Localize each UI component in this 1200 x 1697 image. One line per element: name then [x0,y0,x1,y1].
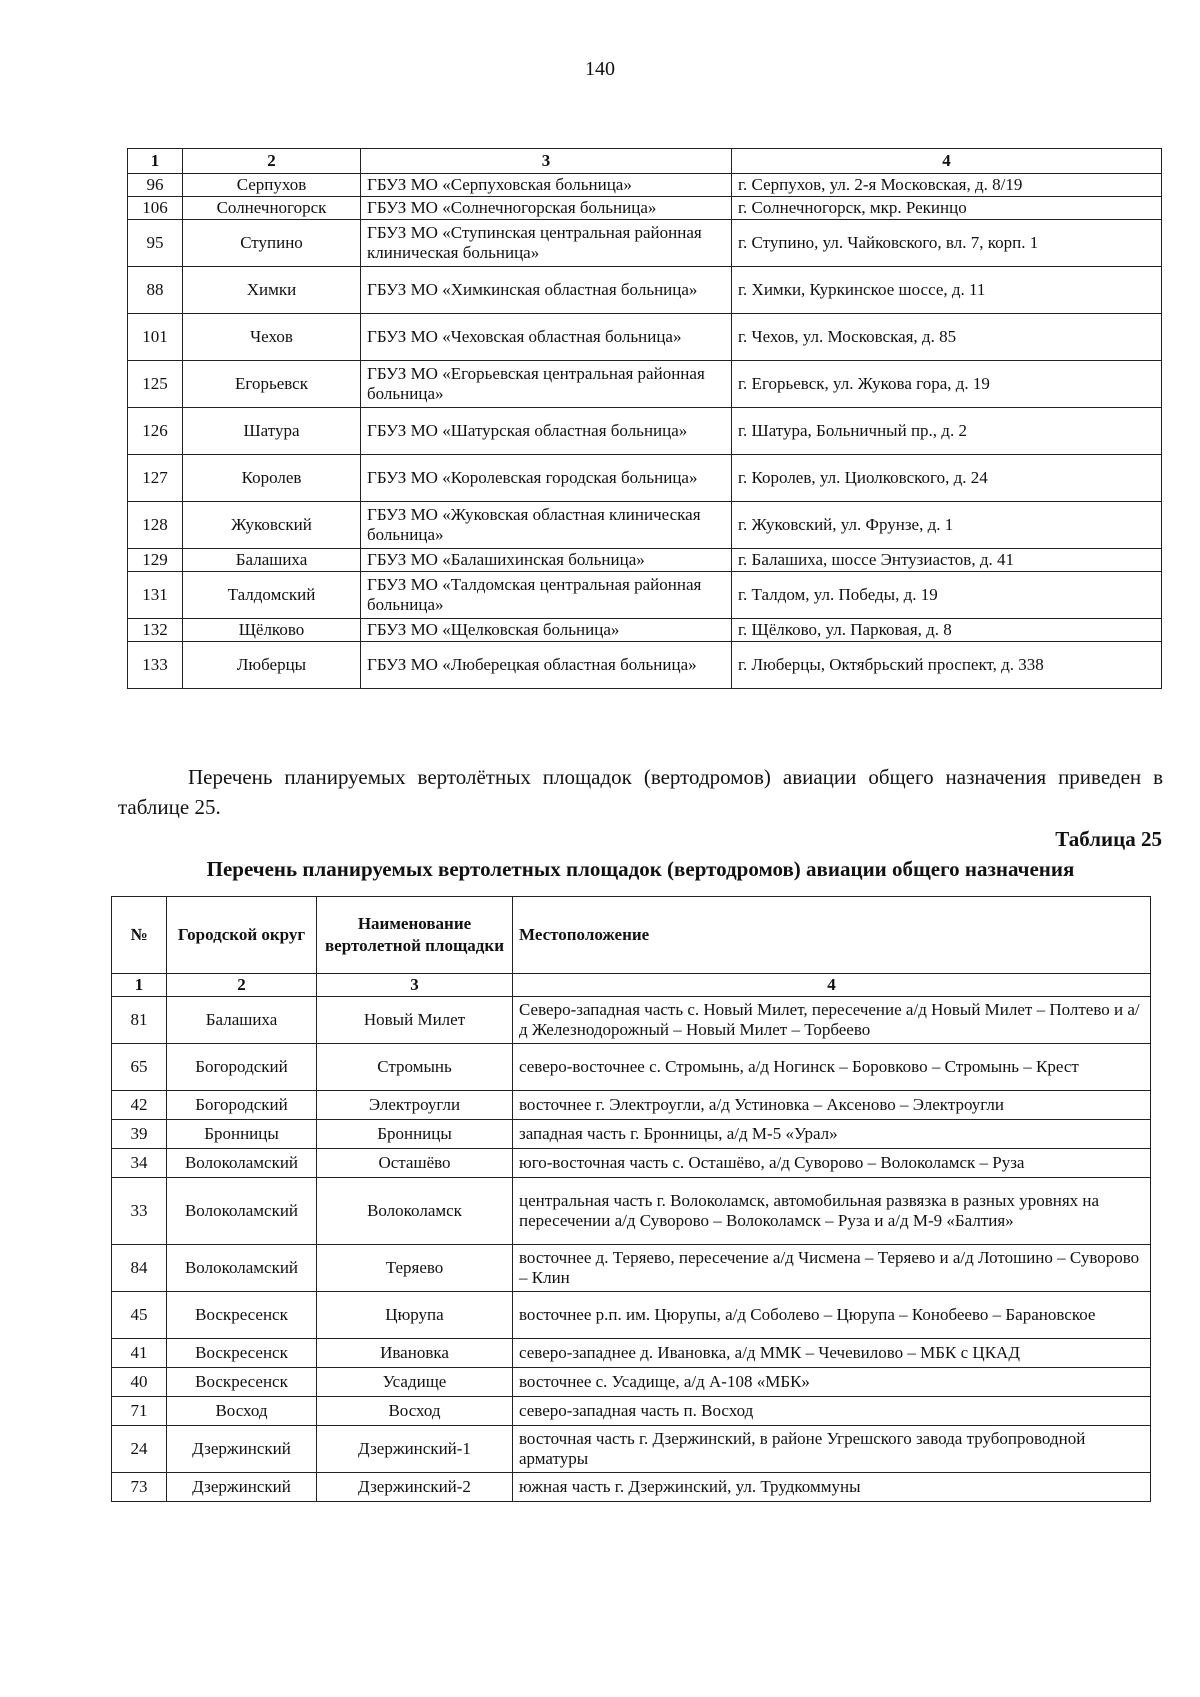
address-cell: г. Шатура, Больничный пр., д. 2 [732,408,1162,455]
city-cell: Чехов [183,314,361,361]
district-cell: Балашиха [167,997,317,1044]
row-number-cell: 39 [112,1120,167,1149]
table-row [112,1245,1151,1292]
row-number-cell: 40 [112,1368,167,1397]
city-cell: Люберцы [183,642,361,689]
city-cell: Химки [183,267,361,314]
helipad-name-cell: Стромынь [317,1044,513,1091]
table-row [112,1120,1151,1149]
hospital-cell: ГБУЗ МО «Егорьевская центральная районная больница» [361,361,732,408]
column-number-cell: 2 [167,974,317,997]
table-label: Таблица 25 [1055,827,1162,851]
helipad-name-cell: Усадище [317,1368,513,1397]
table-row [112,1397,1151,1426]
city-cell: Балашиха [183,549,361,572]
table-row [128,197,1162,220]
table-row [128,220,1162,267]
table-row [128,549,1162,572]
column-number-cell: 4 [513,974,1151,997]
location-cell: восточнее г. Электроугли, а/д Устиновка – Аксеново – Электроугли [513,1091,1151,1120]
row-number-cell: 106 [128,197,183,220]
helipad-name-cell: Дзержинский-2 [317,1473,513,1502]
address-cell: г. Королев, ул. Циолковского, д. 24 [732,455,1162,502]
hospital-cell: ГБУЗ МО «Солнечногорская больница» [361,197,732,220]
table-row [128,408,1162,455]
row-number-cell: 96 [128,174,183,197]
table-row [128,174,1162,197]
hospital-cell: ГБУЗ МО «Щелковская больница» [361,619,732,642]
table-row [112,1426,1151,1473]
hospital-cell: ГБУЗ МО «Химкинская областная больница» [361,267,732,314]
table-row [112,1339,1151,1368]
header-cell: Наименование вертолетной площадки [317,897,513,974]
header-cell: 2 [183,149,361,174]
row-number-cell: 132 [128,619,183,642]
helipad-name-cell: Волоколамск [317,1178,513,1245]
hospital-cell: ГБУЗ МО «Королевская городская больница» [361,455,732,502]
row-number-cell: 24 [112,1426,167,1473]
location-cell: Северо-западная часть с. Новый Милет, пересечение а/д Новый Милет – Полтево и а/д Железнодорожный – Новый Милет – Торбеево [513,997,1151,1044]
hospital-cell: ГБУЗ МО «Люберецкая областная больница» [361,642,732,689]
hospital-cell: ГБУЗ МО «Ступинская центральная районная клиническая больница» [361,220,732,267]
city-cell: Серпухов [183,174,361,197]
city-cell: Ступино [183,220,361,267]
header-cell: Городской округ [167,897,317,974]
row-number-cell: 73 [112,1473,167,1502]
helipad-name-cell: Восход [317,1397,513,1426]
hospital-cell: ГБУЗ МО «Чеховская областная больница» [361,314,732,361]
address-cell: г. Щёлково, ул. Парковая, д. 8 [732,619,1162,642]
city-cell: Егорьевск [183,361,361,408]
table-row [112,1044,1151,1091]
city-cell: Талдомский [183,572,361,619]
row-number-cell: 127 [128,455,183,502]
row-number-cell: 84 [112,1245,167,1292]
row-number-cell: 125 [128,361,183,408]
city-cell: Королев [183,455,361,502]
row-number-cell: 129 [128,549,183,572]
row-number-cell: 42 [112,1091,167,1120]
table-row [112,1368,1151,1397]
address-cell: г. Талдом, ул. Победы, д. 19 [732,572,1162,619]
address-cell: г. Солнечногорск, мкр. Рекинцо [732,197,1162,220]
row-number-cell: 126 [128,408,183,455]
table-row [128,361,1162,408]
district-cell: Богородский [167,1044,317,1091]
helipad-name-cell: Теряево [317,1245,513,1292]
district-cell: Восход [167,1397,317,1426]
hospital-cell: ГБУЗ МО «Талдомская центральная районная больница» [361,572,732,619]
row-number-cell: 88 [128,267,183,314]
helipad-name-cell: Дзержинский-1 [317,1426,513,1473]
location-cell: юго-восточная часть с. Осташёво, а/д Суворово – Волоколамск – Руза [513,1149,1151,1178]
location-cell: восточнее с. Усадище, а/д А-108 «МБК» [513,1368,1151,1397]
column-number-row [112,974,1151,997]
helipad-name-cell: Новый Милет [317,997,513,1044]
page-number: 140 [585,58,615,80]
address-cell: г. Егорьевск, ул. Жукова гора, д. 19 [732,361,1162,408]
district-cell: Воскресенск [167,1292,317,1339]
city-cell: Шатура [183,408,361,455]
district-cell: Дзержинский [167,1426,317,1473]
district-cell: Воскресенск [167,1368,317,1397]
table-header-row [112,897,1151,974]
city-cell: Солнечногорск [183,197,361,220]
address-cell: г. Жуковский, ул. Фрунзе, д. 1 [732,502,1162,549]
row-number-cell: 41 [112,1339,167,1368]
column-number-cell: 3 [317,974,513,997]
location-cell: южная часть г. Дзержинский, ул. Трудкоммуны [513,1473,1151,1502]
district-cell: Бронницы [167,1120,317,1149]
table-row [112,997,1151,1044]
district-cell: Волоколамский [167,1178,317,1245]
district-cell: Богородский [167,1091,317,1120]
table-row [112,1292,1151,1339]
address-cell: г. Серпухов, ул. 2-я Московская, д. 8/19 [732,174,1162,197]
table-row [128,502,1162,549]
table-row [128,619,1162,642]
address-cell: г. Балашиха, шоссе Энтузиастов, д. 41 [732,549,1162,572]
row-number-cell: 34 [112,1149,167,1178]
helipad-name-cell: Электроугли [317,1091,513,1120]
column-number-cell: 1 [112,974,167,997]
hospital-cell: ГБУЗ МО «Серпуховская больница» [361,174,732,197]
helipads-table [111,896,1151,1502]
table-row [112,1149,1151,1178]
helipad-name-cell: Цюрупа [317,1292,513,1339]
header-cell: № [112,897,167,974]
address-cell: г. Чехов, ул. Московская, д. 85 [732,314,1162,361]
row-number-cell: 81 [112,997,167,1044]
table-header-row [128,149,1162,174]
row-number-cell: 65 [112,1044,167,1091]
location-cell: центральная часть г. Волоколамск, автомобильная развязка в разных уровнях на пересечении а/д Суворово – Волоколамск – Руза и а/д М-9 «Балтия» [513,1178,1151,1245]
table-title: Перечень планируемых вертолетных площадок (вертодромов) авиации общего назначения [206,857,1075,881]
hospitals-table [127,148,1162,689]
table-row [128,572,1162,619]
address-cell: г. Химки, Куркинское шоссе, д. 11 [732,267,1162,314]
intro-paragraph: Перечень планируемых вертолётных площадок (вертодромов) авиации общего назначения приведен в таблице 25. [118,765,1163,819]
location-cell: западная часть г. Бронницы, а/д М-5 «Урал» [513,1120,1151,1149]
table-row [112,1178,1151,1245]
header-cell: 1 [128,149,183,174]
location-cell: восточная часть г. Дзержинский, в районе Угрешского завода трубопроводной арматуры [513,1426,1151,1473]
address-cell: г. Люберцы, Октябрьский проспект, д. 338 [732,642,1162,689]
row-number-cell: 133 [128,642,183,689]
table-row [128,455,1162,502]
table-row [112,1091,1151,1120]
row-number-cell: 95 [128,220,183,267]
location-cell: восточнее р.п. им. Цюрупы, а/д Соболево – Цюрупа – Конобеево – Барановское [513,1292,1151,1339]
table-row [128,314,1162,361]
location-cell: северо-восточнее с. Стромынь, а/д Ногинск – Боровково – Стромынь – Крест [513,1044,1151,1091]
district-cell: Дзержинский [167,1473,317,1502]
row-number-cell: 71 [112,1397,167,1426]
location-cell: восточнее д. Теряево, пересечение а/д Чисмена – Теряево и а/д Лотошино – Суворово – Клин [513,1245,1151,1292]
district-cell: Воскресенск [167,1339,317,1368]
helipad-name-cell: Ивановка [317,1339,513,1368]
row-number-cell: 131 [128,572,183,619]
hospital-cell: ГБУЗ МО «Балашихинская больница» [361,549,732,572]
header-cell: Местоположение [513,897,1151,974]
table-row [128,642,1162,689]
district-cell: Волоколамский [167,1245,317,1292]
helipad-name-cell: Бронницы [317,1120,513,1149]
location-cell: северо-западнее д. Ивановка, а/д ММК – Чечевилово – МБК с ЦКАД [513,1339,1151,1368]
helipad-name-cell: Осташёво [317,1149,513,1178]
hospital-cell: ГБУЗ МО «Шатурская областная больница» [361,408,732,455]
city-cell: Щёлково [183,619,361,642]
location-cell: северо-западная часть п. Восход [513,1397,1151,1426]
header-cell: 3 [361,149,732,174]
table-row [112,1473,1151,1502]
row-number-cell: 128 [128,502,183,549]
hospital-cell: ГБУЗ МО «Жуковская областная клиническая больница» [361,502,732,549]
row-number-cell: 101 [128,314,183,361]
row-number-cell: 45 [112,1292,167,1339]
row-number-cell: 33 [112,1178,167,1245]
table-row [128,267,1162,314]
city-cell: Жуковский [183,502,361,549]
district-cell: Волоколамский [167,1149,317,1178]
address-cell: г. Ступино, ул. Чайковского, вл. 7, корп. 1 [732,220,1162,267]
header-cell: 4 [732,149,1162,174]
